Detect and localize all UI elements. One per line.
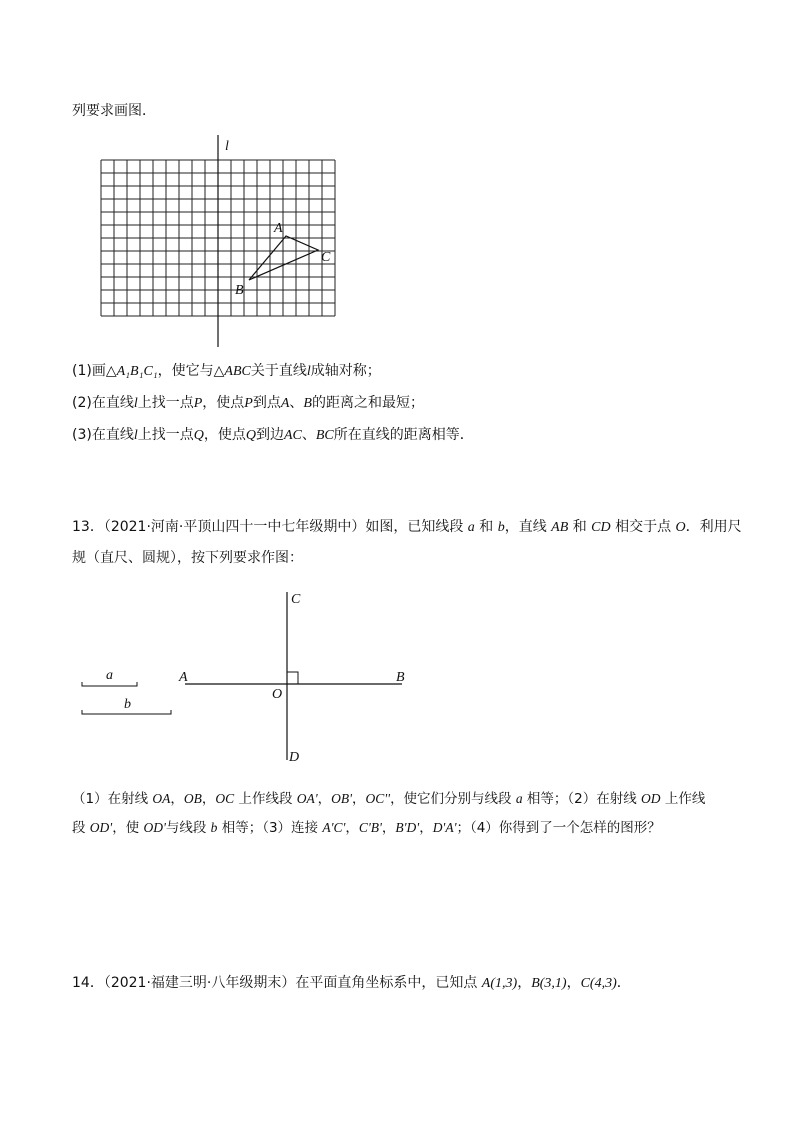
point-c-label: C: [321, 250, 331, 265]
point-a-label: A: [179, 670, 188, 685]
point-o-label: O: [272, 687, 283, 702]
point-d-label: D: [289, 750, 300, 765]
intro-text: 列要求画图．: [72, 103, 156, 119]
point-a-label: A: [274, 221, 283, 236]
point-b-label: B: [235, 283, 244, 298]
segment-b-label: b: [124, 697, 131, 712]
q12-part-2: (2)在直线l上找一点P，使点P到点A、B的距离之和最短；: [72, 395, 424, 411]
q12-part-3: (3)在直线l上找一点Q，使点Q到边AC、BC所在直线的距离相等．: [72, 427, 474, 443]
q14-text: 14．（2021·福建三明·八年级期末）在平面直角坐标系中，已知点 A(1,3)，B(3,1)，C(4,3)．: [72, 975, 631, 991]
line-l-label: l: [225, 139, 229, 154]
q13-line-2: 规（直尺、圆规），按下列要求作图：: [72, 550, 303, 566]
q13-task-line-1: （1）在射线 OA，OB，OC 上作线段 OA'，OB'，OC''，使它们分别与线段 a 相等；（2）在射线 OD 上作线: [72, 791, 706, 807]
point-b-label: B: [396, 670, 405, 685]
right-angle-mark: [287, 672, 298, 684]
point-c-label: C: [291, 592, 301, 607]
segment-a-label: a: [106, 668, 113, 683]
q13-line-1: 13．（2021·河南·平顶山四十一中七年级期中）如图，已知线段 a 和 b，直线 AB 和 CD 相交于点 O．利用尺: [72, 519, 742, 535]
q13-task-line-2: 段 OD'，使 OD'与线段 b 相等；（3）连接 A'C'，C'B'，B'D'，D'A'；（4）你得到了一个怎样的图形？: [72, 820, 661, 836]
q12-part-1: (1)画△A₁B₁C₁，使它与△ABC关于直线l成轴对称；: [72, 363, 381, 379]
